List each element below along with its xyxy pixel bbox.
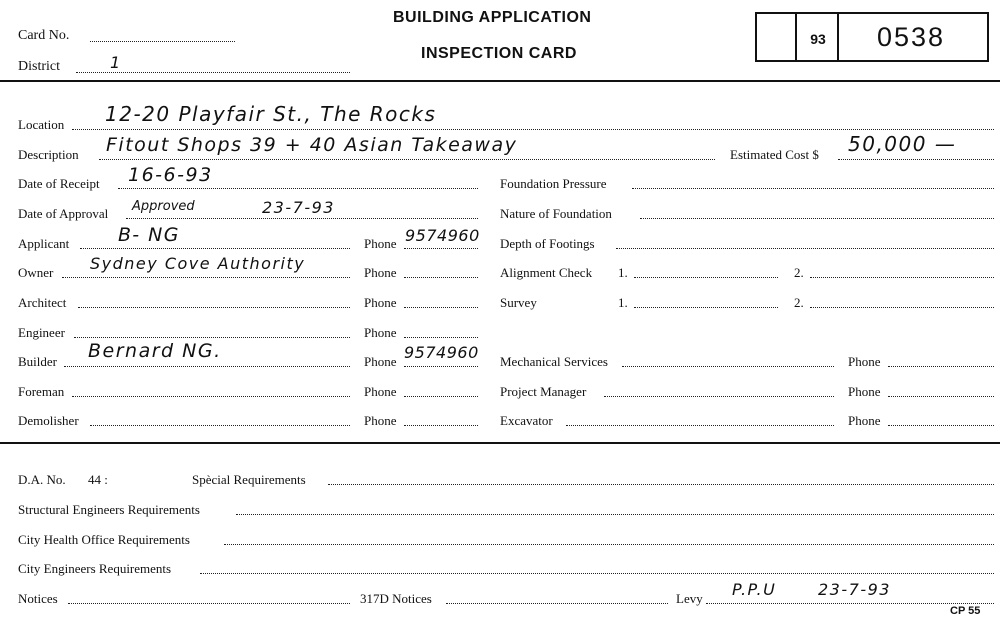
- owner-label: Owner: [18, 265, 54, 280]
- city-health-label: City Health Office Requirements: [18, 532, 190, 547]
- project-manager-field[interactable]: [604, 396, 834, 397]
- applicant-phone-label: Phone: [364, 236, 397, 251]
- mechanical-services-label: Mechanical Services: [500, 354, 608, 369]
- alignment-check-label: Alignment Check: [500, 265, 593, 280]
- location-label: Location: [18, 117, 65, 132]
- district-value: 1: [110, 53, 122, 72]
- approval-initials: Approved: [132, 199, 195, 214]
- date-of-approval-label: Date of Approval: [18, 206, 109, 221]
- survey-2-field[interactable]: [810, 307, 994, 308]
- description-value: Fitout Shops 39 + 40 Asian Takeaway: [106, 134, 518, 156]
- owner-field[interactable]: [62, 277, 350, 278]
- district-field[interactable]: [76, 72, 350, 73]
- builder-field[interactable]: [64, 366, 350, 367]
- architect-field[interactable]: [78, 307, 350, 308]
- nature-of-foundation-field[interactable]: [640, 218, 994, 219]
- owner-value: Sydney Cove Authority: [90, 254, 306, 273]
- mechanical-services-field[interactable]: [622, 366, 834, 367]
- date-of-receipt-value: 16-6-93: [128, 164, 213, 186]
- levy-label: Levy: [676, 591, 703, 606]
- card-no-field[interactable]: [90, 41, 235, 42]
- applicant-phone-field[interactable]: [404, 248, 478, 249]
- demolisher-phone-field[interactable]: [404, 425, 478, 426]
- application-number-box: [755, 12, 989, 62]
- alignment-check-2-field[interactable]: [810, 277, 994, 278]
- excavator-field[interactable]: [566, 425, 834, 426]
- location-field[interactable]: [72, 129, 994, 130]
- owner-phone-field[interactable]: [404, 277, 478, 278]
- estimated-cost-value: 50,000 —: [848, 132, 957, 156]
- project-manager-label: Project Manager: [500, 384, 587, 399]
- da-no-value: 44 :: [88, 472, 108, 487]
- architect-phone-field[interactable]: [404, 307, 478, 308]
- architect-phone-label: Phone: [364, 295, 397, 310]
- application-number-prefix: 93: [810, 31, 826, 47]
- location-value: 12-20 Playfair St., The Rocks: [105, 102, 437, 126]
- notices-317d-label: 317D Notices: [360, 591, 432, 606]
- form-title-line2: INSPECTION CARD: [421, 45, 577, 62]
- applicant-phone-value: 9574960: [405, 226, 480, 245]
- notices-label: Notices: [18, 591, 58, 606]
- engineer-label: Engineer: [18, 325, 65, 340]
- foreman-field[interactable]: [72, 396, 350, 397]
- excavator-label: Excavator: [500, 413, 553, 428]
- excavator-phone-field[interactable]: [888, 425, 994, 426]
- alignment-check-2-label: 2.: [794, 265, 804, 280]
- applicant-value: B- NG: [118, 224, 181, 246]
- district-label: District: [18, 59, 60, 74]
- foundation-pressure-field[interactable]: [632, 188, 994, 189]
- foreman-phone-field[interactable]: [404, 396, 478, 397]
- foundation-pressure-label: Foundation Pressure: [500, 176, 607, 191]
- special-requirements-label: Spècial Requirements: [192, 472, 306, 487]
- survey-label: Survey: [500, 295, 537, 310]
- builder-phone-field[interactable]: [404, 366, 478, 367]
- description-field[interactable]: [99, 159, 715, 160]
- applicant-field[interactable]: [80, 248, 350, 249]
- levy-field[interactable]: [706, 603, 994, 604]
- depth-of-footings-label: Depth of Footings: [500, 236, 595, 251]
- city-engineers-field[interactable]: [200, 573, 994, 574]
- levy-value: P.P.U: [732, 580, 777, 599]
- date-of-approval-value: 23-7-93: [262, 198, 335, 217]
- project-manager-phone-field[interactable]: [888, 396, 994, 397]
- demolisher-phone-label: Phone: [364, 413, 397, 428]
- foreman-label: Foreman: [18, 384, 65, 399]
- architect-label: Architect: [18, 295, 67, 310]
- date-of-approval-field[interactable]: [126, 218, 478, 219]
- structural-engineers-field[interactable]: [236, 514, 994, 515]
- survey-1-field[interactable]: [634, 307, 778, 308]
- nature-of-foundation-label: Nature of Foundation: [500, 206, 612, 221]
- excavator-phone-label: Phone: [848, 413, 881, 428]
- mechanical-services-phone-label: Phone: [848, 354, 881, 369]
- form-code: CP 55: [950, 605, 981, 617]
- header-divider: [0, 80, 1000, 82]
- city-engineers-label: City Engineers Requirements: [18, 561, 172, 576]
- demolisher-field[interactable]: [90, 425, 350, 426]
- alignment-check-1-label: 1.: [618, 265, 628, 280]
- da-no-label: D.A. No.: [18, 472, 66, 487]
- city-health-field[interactable]: [224, 544, 994, 545]
- description-label: Description: [18, 147, 79, 162]
- builder-phone-label: Phone: [364, 354, 397, 369]
- structural-engineers-label: Structural Engineers Requirements: [18, 502, 200, 517]
- survey-1-label: 1.: [618, 295, 628, 310]
- engineer-phone-field[interactable]: [404, 337, 478, 338]
- survey-2-label: 2.: [794, 295, 804, 310]
- demolisher-label: Demolisher: [18, 413, 79, 428]
- builder-label: Builder: [18, 354, 57, 369]
- notices-field[interactable]: [68, 603, 350, 604]
- estimated-cost-label: Estimated Cost $: [730, 147, 819, 162]
- levy-date: 23-7-93: [818, 580, 891, 599]
- special-requirements-field[interactable]: [328, 484, 994, 485]
- estimated-cost-field[interactable]: [838, 159, 994, 160]
- engineer-field[interactable]: [74, 337, 350, 338]
- engineer-phone-label: Phone: [364, 325, 397, 340]
- date-of-receipt-field[interactable]: [118, 188, 478, 189]
- card-no-label: Card No.: [18, 28, 70, 43]
- applicant-label: Applicant: [18, 236, 70, 251]
- depth-of-footings-field[interactable]: [616, 248, 994, 249]
- notices-317d-field[interactable]: [446, 603, 668, 604]
- section-divider: [0, 442, 1000, 444]
- foreman-phone-label: Phone: [364, 384, 397, 399]
- alignment-check-1-field[interactable]: [634, 277, 778, 278]
- date-of-receipt-label: Date of Receipt: [18, 176, 100, 191]
- builder-phone-value: 9574960: [404, 343, 479, 362]
- builder-value: Bernard NG.: [88, 340, 222, 362]
- application-number: 0538: [876, 22, 946, 52]
- owner-phone-label: Phone: [364, 265, 397, 280]
- mechanical-services-phone-field[interactable]: [888, 366, 994, 367]
- form-title-line1: BUILDING APPLICATION: [393, 9, 592, 26]
- project-manager-phone-label: Phone: [848, 384, 881, 399]
